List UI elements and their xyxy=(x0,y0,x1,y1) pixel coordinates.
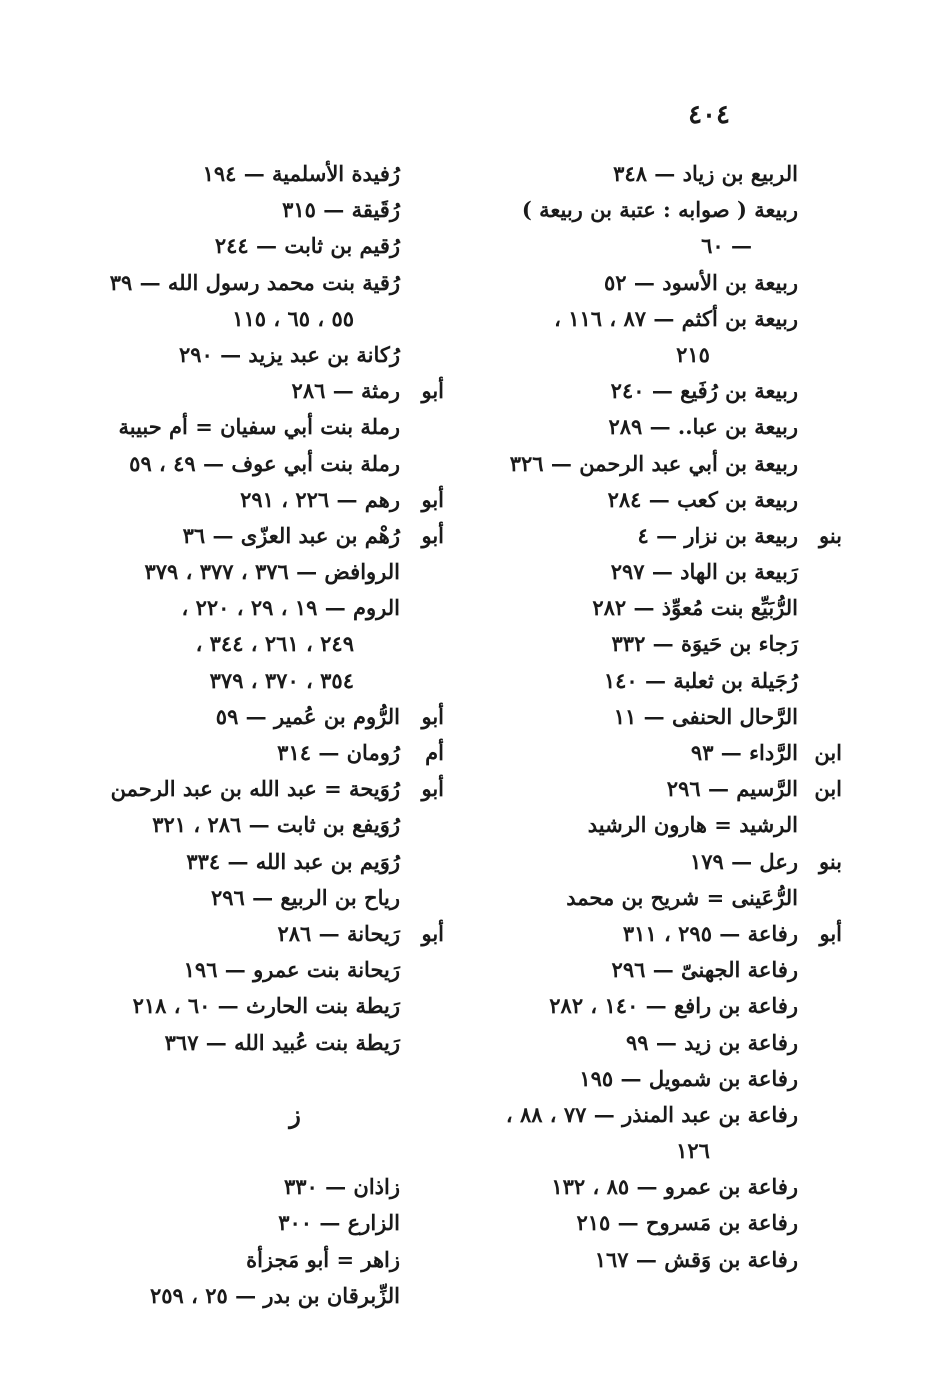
entry-text: الروافض — ٣٧٦ ، ٣٧٧ ، ٣٧٩ xyxy=(144,559,400,585)
entry-text: ربيعة بن كعب — ٢٨٤ xyxy=(607,486,798,512)
section-letter xyxy=(70,1097,400,1133)
entry-text: رُكانة بن عبد يزيد — ٢٩٠ xyxy=(178,341,400,367)
entry-text: رُقية بنت محمد رسول الله — ٣٩ xyxy=(109,269,400,295)
entry-text: رفاعة بن وَقش — ١٦٧ xyxy=(594,1246,798,1272)
index-entry xyxy=(70,916,444,952)
index-entry xyxy=(70,771,444,807)
index-entry xyxy=(70,554,400,590)
entry-text: رُقَيقة — ٣١٥ xyxy=(282,197,400,223)
entry-text: رعل — ١٧٩ xyxy=(689,848,798,874)
entry-text: ربيعة بن رُفَيع — ٢٤٠ xyxy=(610,378,798,404)
entry-prefix: أبو xyxy=(819,920,842,946)
entry-text: رُهْم بن عبد العزّى — ٣٦ xyxy=(182,522,400,548)
index-entry xyxy=(468,301,798,337)
entry-text: رمثة — ٢٨٦ xyxy=(291,378,400,404)
index-entry xyxy=(70,988,400,1024)
index-entry xyxy=(468,626,798,662)
page-number: ٤٠٤ xyxy=(688,100,730,130)
index-entry xyxy=(468,590,798,626)
index-entry xyxy=(70,699,444,735)
index-entry xyxy=(468,1133,798,1169)
entry-text: ز xyxy=(289,1099,301,1129)
index-entry xyxy=(468,844,842,880)
entry-text: رفاعة بن رافع — ١٤٠ ، ٢٨٢ xyxy=(549,993,798,1019)
index-entry xyxy=(70,880,400,916)
entry-text: ربيعة ( صوابه : عتبة بن ربيعة ) xyxy=(521,197,798,223)
entry-text: ربيعة بن الأسود — ٥٢ xyxy=(604,269,798,295)
index-entry xyxy=(70,337,400,373)
index-entry xyxy=(468,1025,798,1061)
index-entry xyxy=(70,807,400,843)
index-entry xyxy=(468,699,798,735)
index-entry xyxy=(70,1169,400,1205)
entry-text: رَجاء بن حَيوَة — ٣٣٢ xyxy=(611,631,798,657)
entry-text: رُومان — ٣١٤ xyxy=(277,740,400,765)
entry-text: رَيطة بنت عُبيد الله — ٣٦٧ xyxy=(164,1029,400,1055)
entry-text: رُوَيفع بن ثابت — ٢٨٦ ، ٣٢١ xyxy=(152,812,400,838)
entry-prefix: أبو xyxy=(421,522,444,548)
index-entry xyxy=(70,373,444,409)
index-entry xyxy=(70,301,400,337)
entry-text: رَيحانة — ٢٨٦ xyxy=(277,920,400,946)
entry-text: الزارع — ٣٠٠ xyxy=(278,1210,400,1236)
index-column-left xyxy=(70,156,444,1314)
index-entry xyxy=(468,663,798,699)
entry-text: رملة بنت أبي عوف — ٤٩ ، ٥٩ xyxy=(129,450,400,476)
entry-text: الرُّوم بن عُمير — ٥٩ xyxy=(215,703,400,729)
entry-text: ربيعة بن نزار — ٤ xyxy=(637,522,798,548)
entry-prefix: بنو xyxy=(818,848,842,874)
index-entry xyxy=(70,1278,400,1314)
entry-text: ١٢٦ xyxy=(676,1138,710,1164)
index-entry xyxy=(468,446,798,482)
index-entry xyxy=(468,228,798,264)
index-entry xyxy=(70,1061,400,1097)
entry-text: ٢٤٩ ، ٢٦١ ، ٣٤٤ ، xyxy=(195,631,354,657)
index-entry xyxy=(468,880,798,916)
entry-text: ٥٥ ، ٦٥ ، ١١٥ xyxy=(232,305,354,331)
entry-text: ربيعة بن عبا.. — ٢٨٩ xyxy=(608,414,798,440)
index-entry xyxy=(468,807,798,843)
index-entry xyxy=(70,590,400,626)
index-entry xyxy=(70,1025,400,1061)
index-entry xyxy=(70,446,400,482)
entry-text: الربيع بن زياد — ٣٤٨ xyxy=(613,161,798,186)
entry-text: رفاعة بن عمرو — ٨٥ ، ١٣٢ xyxy=(551,1174,798,1200)
entry-text: الزِّبرقان بن بدر — ٢٥ ، ٢٥٩ xyxy=(149,1282,400,1308)
entry-text: رُوَيحة = عبد الله بن عبد الرحمن xyxy=(110,776,400,802)
index-entry xyxy=(70,1205,400,1241)
entry-text: رَيطة بنت الحارث — ٦٠ ، ٢١٨ xyxy=(132,993,400,1019)
entry-text: الرَّداء — ٩٣ xyxy=(690,740,798,765)
index-entry xyxy=(70,1242,400,1278)
index-entry xyxy=(70,663,400,699)
entry-text: ٣٥٤ ، ٣٧٠ ، ٣٧٩ xyxy=(209,667,354,693)
entry-prefix: ابن xyxy=(814,776,842,802)
index-entry xyxy=(468,409,798,445)
index-column-right xyxy=(468,156,842,1278)
index-entry xyxy=(468,156,798,192)
entry-text: رهم — ٢٢٦ ، ٢٩١ xyxy=(240,486,400,512)
entry-text: رُقيم بن ثابت — ٢٤٤ xyxy=(214,233,400,259)
entry-text: رُوَيم بن عبد الله — ٣٣٤ xyxy=(186,848,400,874)
entry-text: زاذان — ٣٣٠ xyxy=(283,1174,400,1200)
entry-text: رُفيدة الأسلمية — ١٩٤ xyxy=(202,161,400,186)
entry-prefix: أم xyxy=(425,740,444,765)
index-entry xyxy=(468,373,798,409)
entry-text: رفاعة بن عبد المنذر — ٧٧ ، ٨٨ ، xyxy=(505,1101,798,1127)
index-entry xyxy=(468,192,798,228)
index-entry xyxy=(468,1097,798,1133)
entry-text: الرشيد = هارون الرشيد xyxy=(587,812,798,838)
entry-text: رفاعة بن شمويل — ١٩٥ xyxy=(579,1065,798,1091)
index-entry xyxy=(468,952,798,988)
entry-text: الروم — ١٩ ، ٢٩ ، ٢٢٠ ، xyxy=(181,595,400,621)
index-entry xyxy=(70,265,400,301)
entry-text: رفاعة بن مَسروح — ٢١٥ xyxy=(576,1210,798,1236)
entry-text: رُجَيلة بن ثعلبة — ١٤٠ xyxy=(603,667,798,693)
index-entry xyxy=(70,626,400,662)
index-entry xyxy=(70,156,400,192)
index-entry xyxy=(70,1133,400,1169)
index-entry xyxy=(468,1169,798,1205)
index-entry xyxy=(468,265,798,301)
index-entry xyxy=(468,1205,798,1241)
entry-text: رَبيعة بن الهاد — ٢٩٧ xyxy=(610,559,798,585)
entry-text: ربيعة بن أكثم — ٨٧ ، ١١٦ ، xyxy=(554,305,798,331)
entry-text: الرُّعَينى = شريح بن محمد xyxy=(566,884,798,910)
entry-text: — ٦٠ xyxy=(701,233,752,259)
index-entry xyxy=(70,192,400,228)
entry-text: الرَّحال الحنفى — ١١ xyxy=(613,703,798,729)
index-entry xyxy=(468,554,798,590)
entry-prefix: أبو xyxy=(421,378,444,404)
entry-prefix: بنو xyxy=(818,522,842,548)
index-entry xyxy=(468,916,842,952)
index-entry xyxy=(468,1242,798,1278)
entry-text: رفاعة — ٢٩٥ ، ٣١١ xyxy=(622,920,798,946)
index-entry xyxy=(468,735,842,771)
index-entry xyxy=(468,482,798,518)
index-entry xyxy=(468,518,842,554)
index-entry xyxy=(468,988,798,1024)
entry-text: الرُّبَيِّع بنت مُعوِّذ — ٢٨٢ xyxy=(592,595,798,621)
entry-prefix: ابن xyxy=(814,740,842,765)
entry-text: الرَّسيم — ٢٩٦ xyxy=(666,776,798,802)
entry-prefix: أبو xyxy=(421,920,444,946)
index-entry xyxy=(70,952,400,988)
index-entry xyxy=(70,518,444,554)
entry-text: رَيحانة بنت عمرو — ١٩٦ xyxy=(183,957,400,983)
entry-prefix: أبو xyxy=(421,776,444,802)
entry-prefix: أبو xyxy=(421,486,444,512)
entry-text: رفاعة الجهنىّ — ٢٩٦ xyxy=(611,957,798,983)
index-entry xyxy=(70,735,444,771)
index-entry xyxy=(468,1061,798,1097)
entry-text: ربيعة بن أبي عبد الرحمن — ٣٢٦ xyxy=(509,450,798,476)
entry-text: رفاعة بن زيد — ٩٩ xyxy=(625,1029,798,1055)
entry-text: رملة بنت أبي سفيان = أم حبيبة xyxy=(118,414,400,440)
index-entry xyxy=(468,337,798,373)
entry-text: ٢١٥ xyxy=(676,341,710,367)
index-entry xyxy=(70,228,400,264)
index-entry xyxy=(70,409,400,445)
entry-prefix: أبو xyxy=(421,703,444,729)
index-entry xyxy=(70,482,444,518)
entry-text: رياح بن الربيع — ٢٩٦ xyxy=(210,884,400,910)
entry-text: زاهر = أبو مَجزأة xyxy=(246,1246,400,1272)
index-entry xyxy=(468,771,842,807)
index-entry xyxy=(70,844,400,880)
